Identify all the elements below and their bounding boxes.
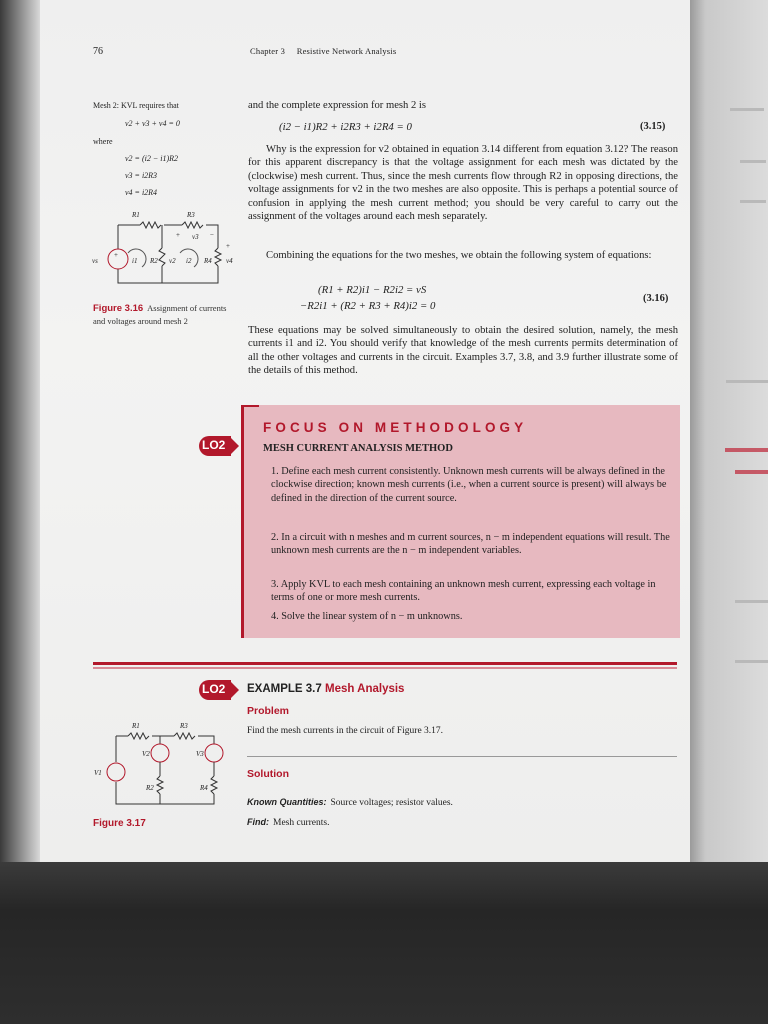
sidebar-def-v2: v2 = (i2 − i1)R2 xyxy=(125,154,179,163)
fig316-label-vs: vs xyxy=(92,257,98,265)
equation-3-16-line-2: −R2i1 + (R2 + R3 + R4)i2 = 0 xyxy=(300,300,436,312)
fig317-label-v3: V3 xyxy=(196,750,204,758)
equation-3-15: (i2 − i1)R2 + i2R3 + i2R4 = 0 xyxy=(279,121,412,133)
focus-title: FOCUS ON METHODOLOGY xyxy=(263,420,528,435)
lo2-badge-example xyxy=(199,680,237,700)
right-page-red-rule xyxy=(735,470,768,474)
example-name: Mesh Analysis xyxy=(324,683,405,695)
fig317-label-v2: V2 xyxy=(142,750,150,758)
fig316-label-v2: v2 xyxy=(169,257,176,265)
focus-item-2: 2. In a circuit with n meshes and m current sources, n − m independent equations will result. The unknown mesh currents are the n − m independent variables. xyxy=(271,532,670,557)
right-page-text-fragment xyxy=(730,108,764,111)
find-text: Mesh currents. xyxy=(273,818,330,828)
fig316-label-r3: R3 xyxy=(187,211,195,219)
figure-3-16-caption-text: Assignment of currents and voltages around mesh 2 xyxy=(93,303,227,326)
right-page-text-fragment xyxy=(735,600,768,603)
focus-item-1: 1. Define each mesh current consistently. Unknown mesh currents will be always defined in the clockwise direction; known mesh currents (i.e., when a current source is present) will always be defined in the direction of the current source. xyxy=(271,466,667,504)
example-label: EXAMPLE 3.7 xyxy=(247,683,322,695)
page-gutter-shadow xyxy=(0,0,40,868)
example-title xyxy=(247,683,404,695)
problem-heading: Problem xyxy=(247,705,290,717)
table-surface xyxy=(0,862,768,1024)
fig316-label-r1: R1 xyxy=(132,211,140,219)
sidebar-def-v4: v4 = i2R4 xyxy=(125,188,158,197)
equation-3-15-number: (3.15) xyxy=(640,121,666,132)
example-divider-bar xyxy=(93,662,677,665)
equation-3-16-number: (3.16) xyxy=(643,293,669,304)
example-rule xyxy=(247,756,677,757)
solution-heading: Solution xyxy=(247,768,289,780)
paragraph-3: These equations may be solved simultaneously to obtain the desired solution, namely, the mesh currents i1 and i2. You should verify that knowledge of the mesh currents permits determination of all the other voltages and currents in the circuit. Examples 3.7, 3.8, and 3.9 further illustrate some of the details of this method. xyxy=(248,325,678,377)
lo2-badge-focus-label: LO2 xyxy=(202,438,226,452)
focus-item-3: 3. Apply KVL to each mesh containing an unknown mesh current, expressing each voltage in terms of one or more mesh currents. xyxy=(271,579,656,604)
equation-3-16-line-1: (R1 + R2)i1 − R2i2 = vS xyxy=(318,284,427,296)
lo2-badge-example-label: LO2 xyxy=(202,682,226,696)
fig316-plus-r4: + xyxy=(226,242,230,250)
sidebar-where: where xyxy=(93,137,113,146)
sidebar-def-v3: v3 = i2R3 xyxy=(125,171,158,180)
focus-item-4: 4. Solve the linear system of n − m unknowns. xyxy=(271,611,463,622)
fig317-label-r2: R2 xyxy=(146,784,154,792)
problem-text: Find the mesh currents in the circuit of Figure 3.17. xyxy=(247,726,444,736)
known-quantities-label: Known Quantities: xyxy=(247,797,327,807)
right-page-text-fragment xyxy=(735,660,768,663)
known-quantities-text: Source voltages; resistor values. xyxy=(330,798,453,808)
example-divider-bar-light xyxy=(93,667,677,669)
fig316-label-r4: R4 xyxy=(204,257,212,265)
page-number: 76 xyxy=(93,46,103,57)
figure-3-17-label: Figure 3.17 xyxy=(93,818,146,829)
fig316-label-i2: i2 xyxy=(186,257,192,265)
paragraph-2: Combining the equations for the two meshes, we obtain the following system of equations: xyxy=(266,250,652,261)
figure-3-16-caption xyxy=(93,301,238,327)
fig316-plus-r3: + xyxy=(176,231,180,239)
intro-text: and the complete expression for mesh 2 is xyxy=(248,100,426,111)
fig316-label-v3: v3 xyxy=(192,233,199,241)
right-page-red-rule xyxy=(725,448,768,452)
fig316-label-r2: R2 xyxy=(150,257,158,265)
right-page-text-fragment xyxy=(740,200,766,203)
focus-subtitle: MESH CURRENT ANALYSIS METHOD xyxy=(263,443,453,454)
fig317-label-r4: R4 xyxy=(200,784,208,792)
focus-box-top-accent xyxy=(241,405,259,407)
fig316-plus-source: + xyxy=(114,251,118,259)
right-page-text-fragment xyxy=(740,160,766,163)
right-page-text-fragment xyxy=(726,380,768,383)
fig316-label-i1: i1 xyxy=(132,257,138,265)
lo2-badge-focus xyxy=(199,436,237,456)
right-page-edge xyxy=(690,0,768,868)
fig317-label-v1: V1 xyxy=(94,769,102,777)
fig316-label-v4: v4 xyxy=(226,257,233,265)
fig317-label-r3: R3 xyxy=(180,722,188,730)
known-quantities-line xyxy=(247,792,453,810)
figure-3-17-circuit xyxy=(90,716,240,811)
sidebar-kvl-equation: v2 + v3 + v4 = 0 xyxy=(125,119,180,128)
find-line xyxy=(247,812,329,830)
sidebar-kvl-heading: Mesh 2: KVL requires that xyxy=(93,101,179,110)
paragraph-1: Why is the expression for v2 obtained in equation 3.14 different from equation 3.12? The reason for this apparent discrepancy is that the voltage assignment for each mesh was dictated by the (clockwise) mesh current. Thus, since the mesh currents flow through R2 in opposing directions, the voltage assignments for v2 in the two meshes are also opposite. This is perhaps a potential source of confusion in applying the mesh current method; you should be very careful to carry out the assignment of the voltages around each mesh separately. xyxy=(248,144,678,223)
chapter-header: Chapter 3 Resistive Network Analysis xyxy=(250,46,397,56)
figure-3-16-label: Figure 3.16 xyxy=(93,303,144,314)
figure-3-16-circuit xyxy=(90,205,240,290)
fig316-minus-r3: − xyxy=(210,231,214,239)
find-label: Find: xyxy=(247,817,269,827)
fig317-label-r1: R1 xyxy=(132,722,140,730)
